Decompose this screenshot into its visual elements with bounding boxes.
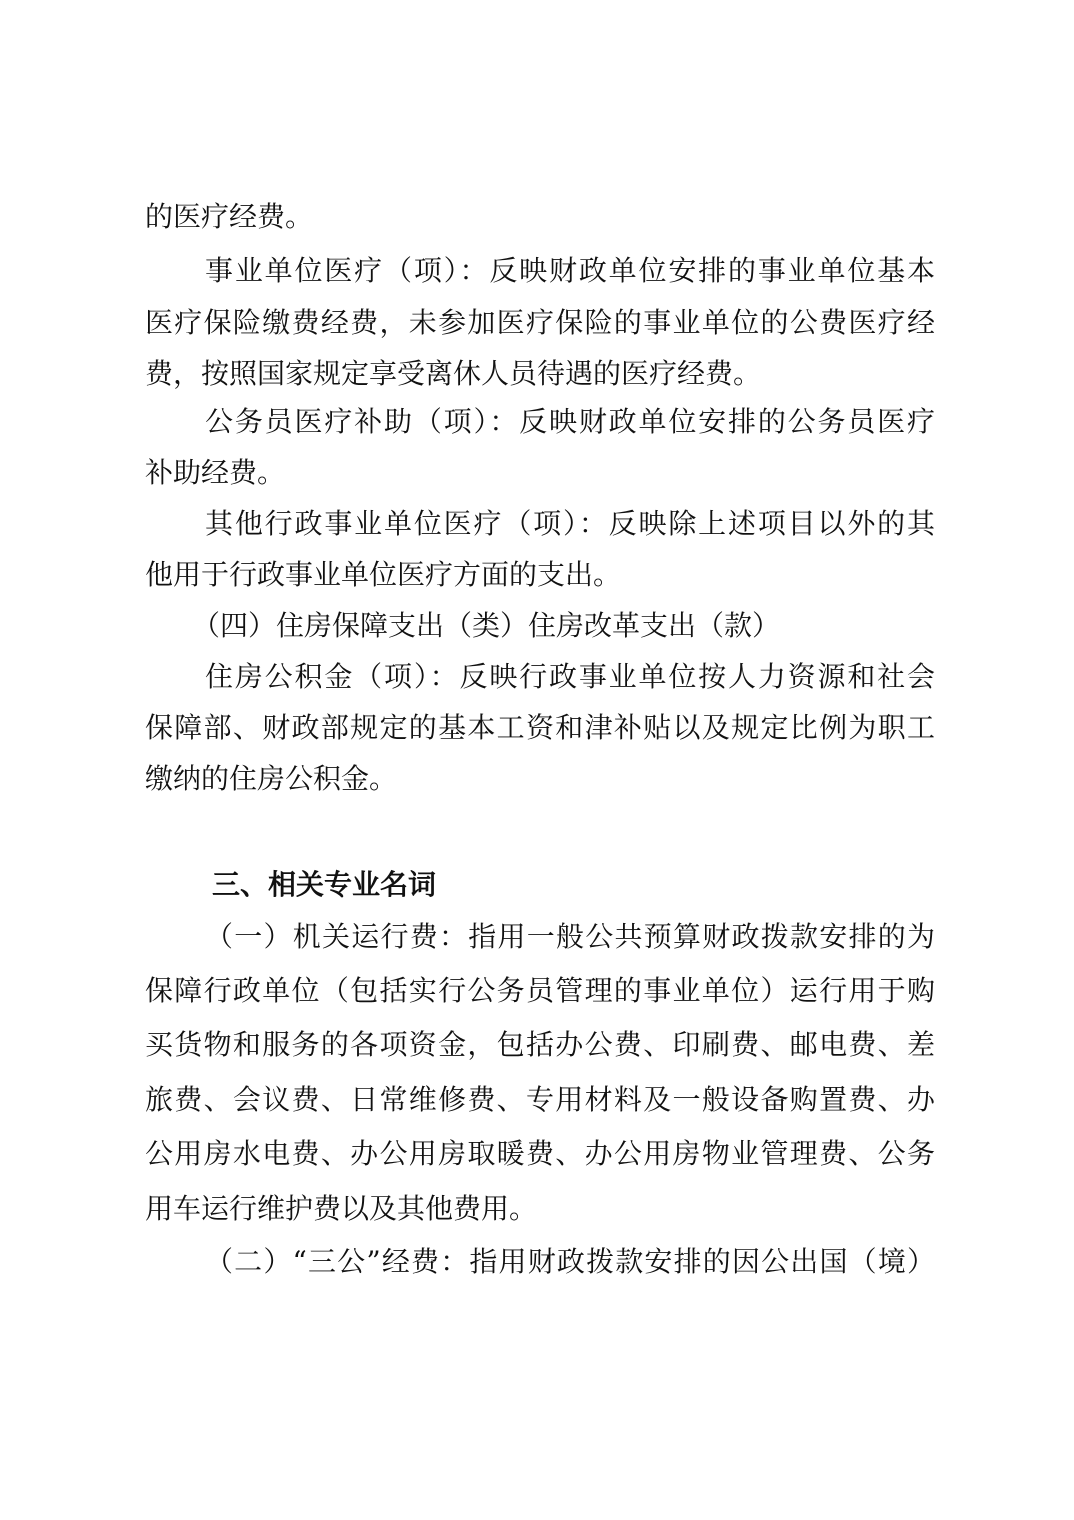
paragraph-first-line: （一）机关运行费：指用一般公共预算财政拨款安排的为: [205, 920, 935, 953]
text-line: 补助经费。: [145, 456, 286, 489]
text-line: 费，按照国家规定享受离休人员待遇的医疗经费。: [145, 357, 762, 390]
paragraph-first-line: （二）“三公”经费：指用财政拨款安排的因公出国（境）: [205, 1245, 935, 1278]
text-line: 他用于行政事业单位医疗方面的支出。: [145, 558, 622, 591]
text-line: 公用房水电费、办公用房取暖费、办公用房物业管理费、公务: [145, 1137, 935, 1170]
paragraph-first-line: 公务员医疗补助（项）：反映财政单位安排的公务员医疗: [205, 405, 935, 438]
text-line: 保障部、财政部规定的基本工资和津补贴以及规定比例为职工: [145, 711, 935, 744]
paragraph-first-line: 住房公积金（项）：反映行政事业单位按人力资源和社会: [205, 660, 935, 693]
paragraph-first-line: 事业单位医疗（项）：反映财政单位安排的事业单位基本: [205, 254, 935, 287]
section-subheading: （四）住房保障支出（类）住房改革支出（款）: [192, 609, 781, 642]
text-line: 旅费、会议费、日常维修费、专用材料及一般设备购置费、办: [145, 1083, 935, 1116]
text-line: 买货物和服务的各项资金，包括办公费、印刷费、邮电费、差: [145, 1028, 935, 1061]
text-line: 缴纳的住房公积金。: [145, 762, 398, 795]
paragraph-first-line: 其他行政事业单位医疗（项）：反映除上述项目以外的其: [205, 507, 935, 540]
text-line: 保障行政单位（包括实行公务员管理的事业单位）运行用于购: [145, 974, 935, 1007]
text-line: 的医疗经费。: [145, 200, 314, 233]
section-heading: 三、相关专业名词: [212, 868, 437, 901]
text-line: 医疗保险缴费经费，未参加医疗保险的事业单位的公费医疗经: [145, 306, 935, 339]
text-line: 用车运行维护费以及其他费用。: [145, 1192, 538, 1225]
